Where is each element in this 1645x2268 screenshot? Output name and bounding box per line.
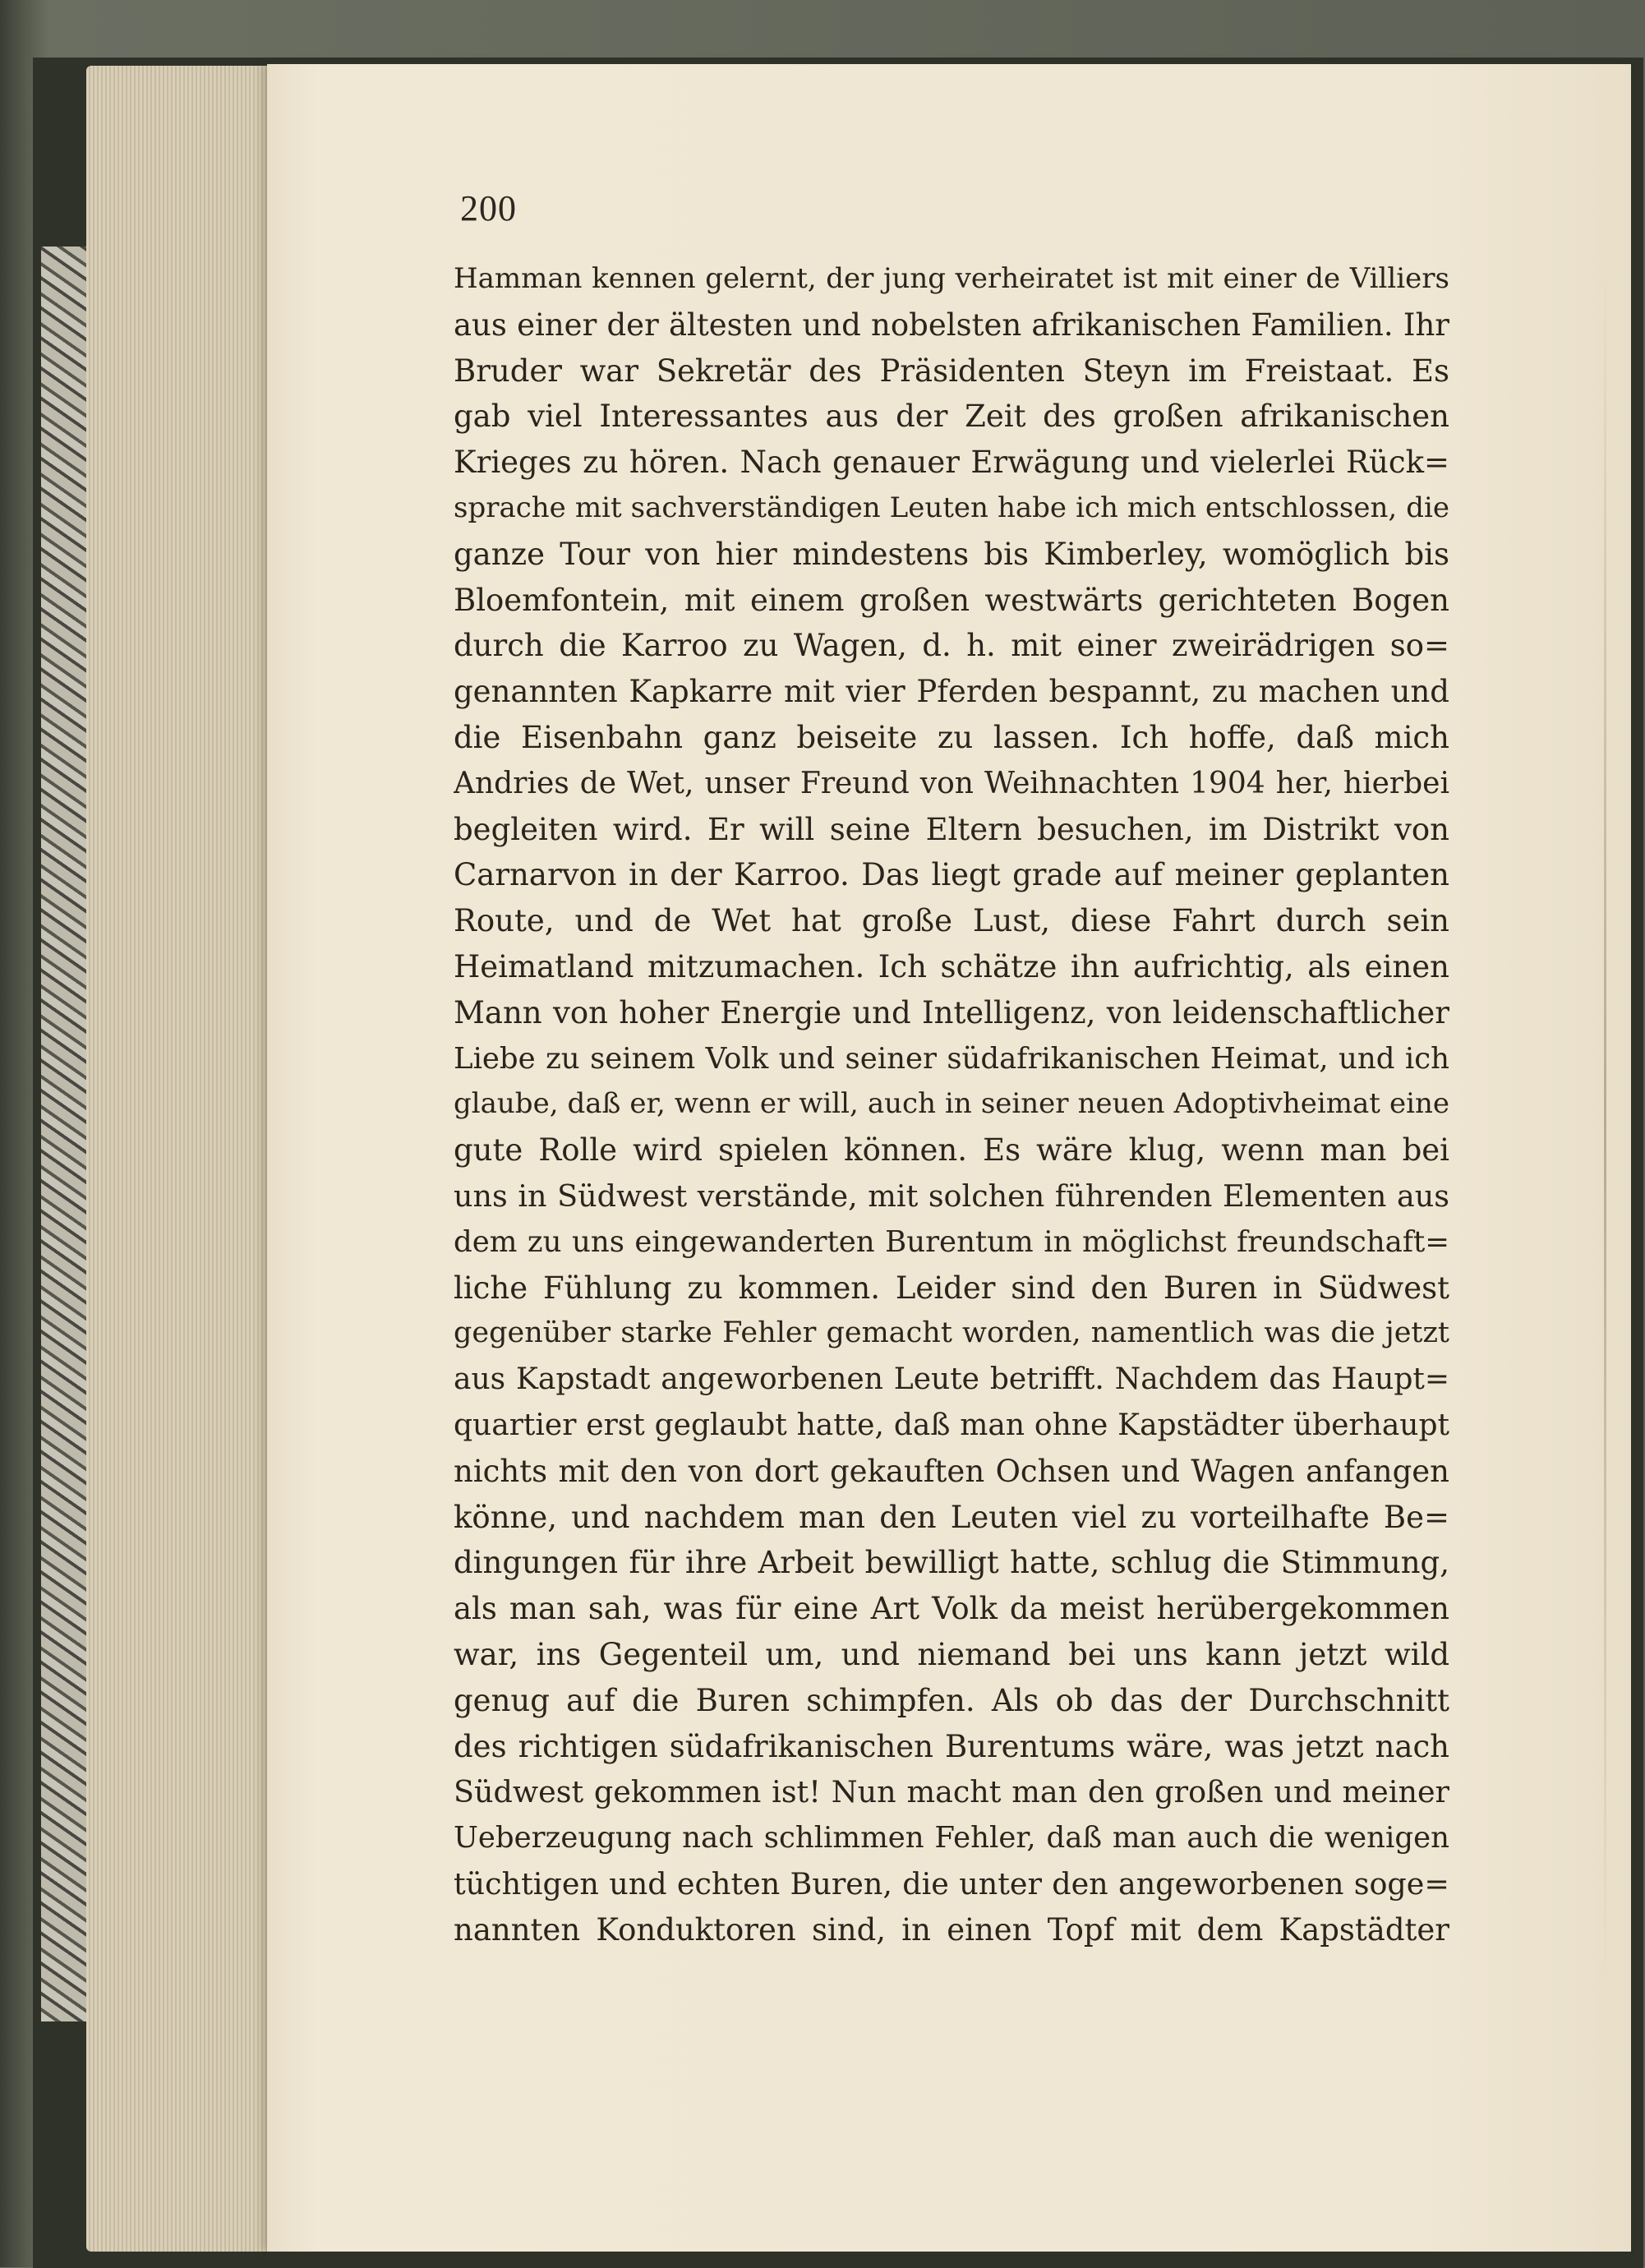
text-line: begleiten wird. Er will seine Eltern besuchen, im Distrikt von <box>454 811 1449 847</box>
text-line: ganze Tour von hier mindestens bis Kimberley, womöglich bis <box>454 536 1449 572</box>
text-line: nichts mit den von dort gekauften Ochsen und Wagen anfangen <box>454 1453 1449 1489</box>
text-line: genug auf die Buren schimpfen. Als ob das der Durchschnitt <box>454 1682 1449 1718</box>
text-line: gute Rolle wird spielen können. Es wäre klug, wenn man bei <box>454 1132 1449 1169</box>
text-line: genannten Kapkarre mit vier Pferden bespannt, zu machen und <box>454 674 1449 710</box>
text-line: die Eisenbahn ganz beiseite zu lassen. Ich hoffe, daß mich <box>454 719 1449 755</box>
text-line: als man sah, was für eine Art Volk da meist herübergekommen <box>454 1591 1449 1627</box>
text-line: dem zu uns eingewanderten Burentum in möglichst freundschaft= <box>454 1224 1449 1259</box>
text-line: quartier erst geglaubt hatte, daß man ohne Kapstädter überhaupt <box>454 1408 1449 1442</box>
text-line: liche Fühlung zu kommen. Leider sind den Buren in Südwest <box>454 1270 1449 1306</box>
page-number: 200 <box>460 188 517 228</box>
text-line: Liebe zu seinem Volk und seiner südafrikanischen Heimat, und ich <box>454 1041 1449 1076</box>
text-line: Bloemfontein, mit einem großen westwärts gerichteten Bogen <box>454 582 1449 618</box>
text-line: Bruder war Sekretär des Präsidenten Steyn im Freistaat. Es <box>454 353 1449 389</box>
text-line: tüchtigen und echten Buren, die unter den angeworbenen soge= <box>454 1865 1449 1902</box>
gutter-shadow <box>1604 263 1606 1989</box>
text-line: sprache mit sachverständigen Leuten habe ich mich entschlossen, die <box>454 491 1449 524</box>
text-line: dingungen für ihre Arbeit bewilligt hatte, schlug die Stimmung, <box>454 1545 1449 1581</box>
text-line: war, ins Gegenteil um, und niemand bei uns kann jetzt wild <box>454 1636 1449 1672</box>
text-line: Hamman kennen gelernt, der jung verheiratet ist mit einer de Villiers <box>454 262 1449 295</box>
text-line: Südwest gekommen ist! Nun macht man den großen und meiner <box>454 1774 1449 1810</box>
text-line: durch die Karroo zu Wagen, d. h. mit einer zweirädrigen so= <box>454 628 1449 664</box>
text-line: Carnarvon in der Karroo. Das liegt grade auf meiner geplanten <box>454 857 1449 893</box>
text-line: gab viel Interessantes aus der Zeit des großen afrikanischen <box>454 399 1449 435</box>
text-line: könne, und nachdem man den Leuten viel zu vorteilhafte Be= <box>454 1499 1449 1535</box>
text-line: aus einer der ältesten und nobelsten afrikanischen Familien. Ihr <box>454 307 1449 343</box>
text-line: nannten Konduktoren sind, in einen Topf mit dem Kapstädter <box>454 1911 1449 1948</box>
text-line: aus Kapstadt angeworbenen Leute betrifft. Nachdem das Haupt= <box>454 1362 1449 1397</box>
text-line: des richtigen südafrikanischen Burentums wäre, was jetzt nach <box>454 1728 1449 1764</box>
text-line: gegenüber starke Fehler gemacht worden, namentlich was die jetzt <box>454 1316 1449 1350</box>
text-line: Andries de Wet, unser Freund von Weihnachten 1904 her, hierbei <box>454 766 1449 800</box>
text-line: Mann von hoher Energie und Intelligenz, von leidenschaftlicher <box>454 994 1449 1030</box>
page-body-text <box>454 256 1449 1952</box>
text-line: uns in Südwest verstände, mit solchen führenden Elementen aus <box>454 1178 1449 1214</box>
text-line: Ueberzeugung nach schlimmen Fehler, daß man auch die wenigen <box>454 1821 1449 1855</box>
text-line: Krieges zu hören. Nach genauer Erwägung und vielerlei Rück= <box>454 445 1449 481</box>
text-line: Heimatland mitzumachen. Ich schätze ihn aufrichtig, als einen <box>454 948 1449 984</box>
text-line: Route, und de Wet hat große Lust, diese Fahrt durch sein <box>454 903 1449 939</box>
text-line: glaube, daß er, wenn er will, auch in seiner neuen Adoptivheimat eine <box>454 1087 1449 1121</box>
